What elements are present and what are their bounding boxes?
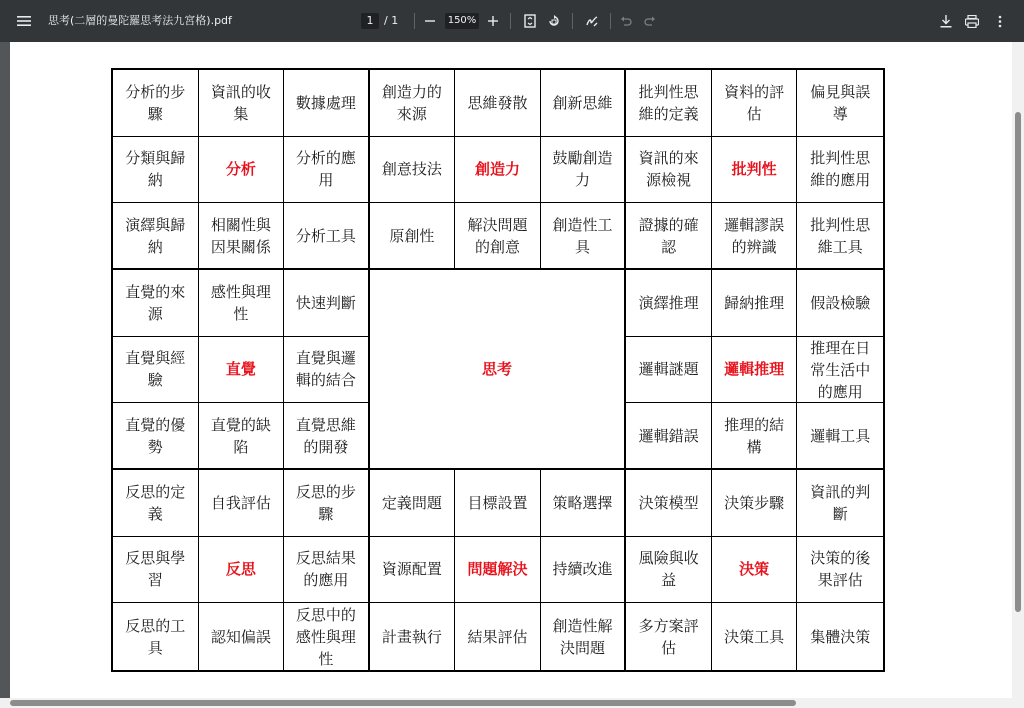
grid-cell: 創造力的來源 [370,70,456,137]
download-icon [940,15,952,28]
theme-cell: 批判性 [712,137,798,204]
theme-cell: 問題解決 [455,537,541,604]
vertical-scroll-thumb[interactable] [1015,112,1021,612]
grid-cell: 直覺的優勢 [113,403,199,470]
grid-cell: 資訊的收集 [199,70,285,137]
grid-cell: 決策步驟 [712,470,798,537]
grid-cell: 數據處理 [284,70,370,137]
fit-page-icon [524,14,536,28]
print-icon [965,15,979,28]
more-icon [998,15,1002,28]
grid-cell: 分類與歸納 [113,137,199,204]
toolbar-divider [414,13,415,29]
print-button[interactable] [962,0,982,42]
grid-cell: 歸納推理 [712,270,798,337]
grid-cell: 分析工具 [284,203,370,270]
theme-cell: 分析 [199,137,285,204]
grid-cell: 反思中的感性與理性 [284,603,370,670]
theme-cell: 決策 [712,537,798,604]
grid-cell: 反思與學習 [113,537,199,604]
grid-cell: 假設檢驗 [797,270,883,337]
theme-cell: 直覺 [199,337,285,404]
grid-cell: 直覺思維的開發 [284,403,370,470]
grid-cell: 邏輯錯誤 [626,403,712,470]
grid-cell: 反思的定義 [113,470,199,537]
pdf-toolbar [0,0,1024,42]
horizontal-scroll-thumb[interactable] [10,700,796,706]
grid-cell: 直覺的來源 [113,270,199,337]
grid-cell: 證據的確認 [626,203,712,270]
grid-cell: 風險與收益 [626,537,712,604]
grid-cell: 計畫執行 [370,603,456,670]
grid-cell: 直覺與邏輯的結合 [284,337,370,404]
grid-cell: 解決問題的創意 [455,203,541,270]
theme-cell: 創造力 [455,137,541,204]
grid-cell: 批判性思維的定義 [626,70,712,137]
grid-cell: 演繹推理 [626,270,712,337]
grid-cell: 分析的步驟 [113,70,199,137]
download-button[interactable] [936,0,956,42]
undo-button[interactable] [616,0,636,42]
page-number-input[interactable]: 1 [361,13,379,29]
grid-cell: 創意技法 [370,137,456,204]
grid-cell: 決策的後果評估 [797,537,883,604]
annotate-icon [585,14,599,28]
fit-page-button[interactable] [520,0,540,42]
toolbar-divider [572,13,573,29]
grid-cell: 資料的評估 [712,70,798,137]
grid-cell: 感性與理性 [199,270,285,337]
grid-cell: 多方案評估 [626,603,712,670]
zoom-in-button[interactable] [484,0,502,42]
menu-button[interactable] [12,0,36,42]
grid-cell: 推理在日常生活中的應用 [797,337,883,404]
grid-cell: 邏輯工具 [797,403,883,470]
grid-cell: 反思結果的應用 [284,537,370,604]
grid-cell: 鼓勵創造力 [541,137,627,204]
zoom-in-icon [488,16,498,26]
zoom-level-input[interactable]: 150% [445,13,479,29]
theme-cell: 反思 [199,537,285,604]
grid-cell: 持續改進 [541,537,627,604]
grid-cell: 目標設置 [455,470,541,537]
theme-cell: 邏輯推理 [712,337,798,404]
rotate-icon [547,14,561,28]
zoom-out-icon [425,16,435,26]
page-total: / 1 [384,14,399,27]
grid-cell: 資訊的判斷 [797,470,883,537]
center-cell: 思考 [370,270,627,470]
grid-cell: 反思的工具 [113,603,199,670]
grid-cell: 邏輯謬誤的辨識 [712,203,798,270]
grid-cell: 演繹與歸納 [113,203,199,270]
redo-icon [644,16,656,26]
document-title: 思考(二層的曼陀羅思考法九宮格).pdf [48,14,232,27]
grid-cell: 分析的應用 [284,137,370,204]
grid-cell: 邏輯謎題 [626,337,712,404]
grid-cell: 思維發散 [455,70,541,137]
grid-cell: 直覺的缺陷 [199,403,285,470]
grid-cell: 決策模型 [626,470,712,537]
zoom-out-button[interactable] [421,0,439,42]
grid-cell: 集體決策 [810,627,871,646]
grid-cell: 批判性思維的應用 [797,137,883,204]
grid-cell: 創造性工具 [541,203,627,270]
toolbar-divider [510,13,511,29]
grid-cell: 直覺與經驗 [113,337,199,404]
grid-cell: 決策工具 [712,603,798,670]
grid-cell: 偏見與誤導 [797,70,883,137]
redo-button[interactable] [640,0,660,42]
grid-cell: 創造性解決問題 [541,603,627,670]
grid-cell: 批判性思維工具 [797,203,883,270]
grid-cell: 認知偏誤 [199,603,285,670]
more-actions-button[interactable] [990,0,1010,42]
grid-cell: 推理的結構 [712,403,798,470]
horizontal-scrollbar[interactable] [0,698,1024,708]
toolbar-divider [610,13,611,29]
grid-cell: 策略選擇 [541,470,627,537]
grid-cell: 快速判斷 [284,270,370,337]
grid-cell: 定義問題 [370,470,456,537]
vertical-scrollbar[interactable] [1012,42,1024,698]
rotate-button[interactable] [544,0,564,42]
grid-cell: 自我評估 [199,470,285,537]
grid-cell: 原創性 [370,203,456,270]
undo-icon [620,16,632,26]
menu-icon [17,15,31,27]
grid-cell: 結果評估 [455,603,541,670]
grid-cell: 創新思維 [541,70,627,137]
grid-cell: 反思的步驟 [284,470,370,537]
grid-cell: 相關性與因果關係 [199,203,285,270]
mandala-grid [111,68,885,672]
grid-cell: 資源配置 [370,537,456,604]
grid-cell: 資訊的來源檢視 [626,137,712,204]
annotate-button[interactable] [582,0,602,42]
